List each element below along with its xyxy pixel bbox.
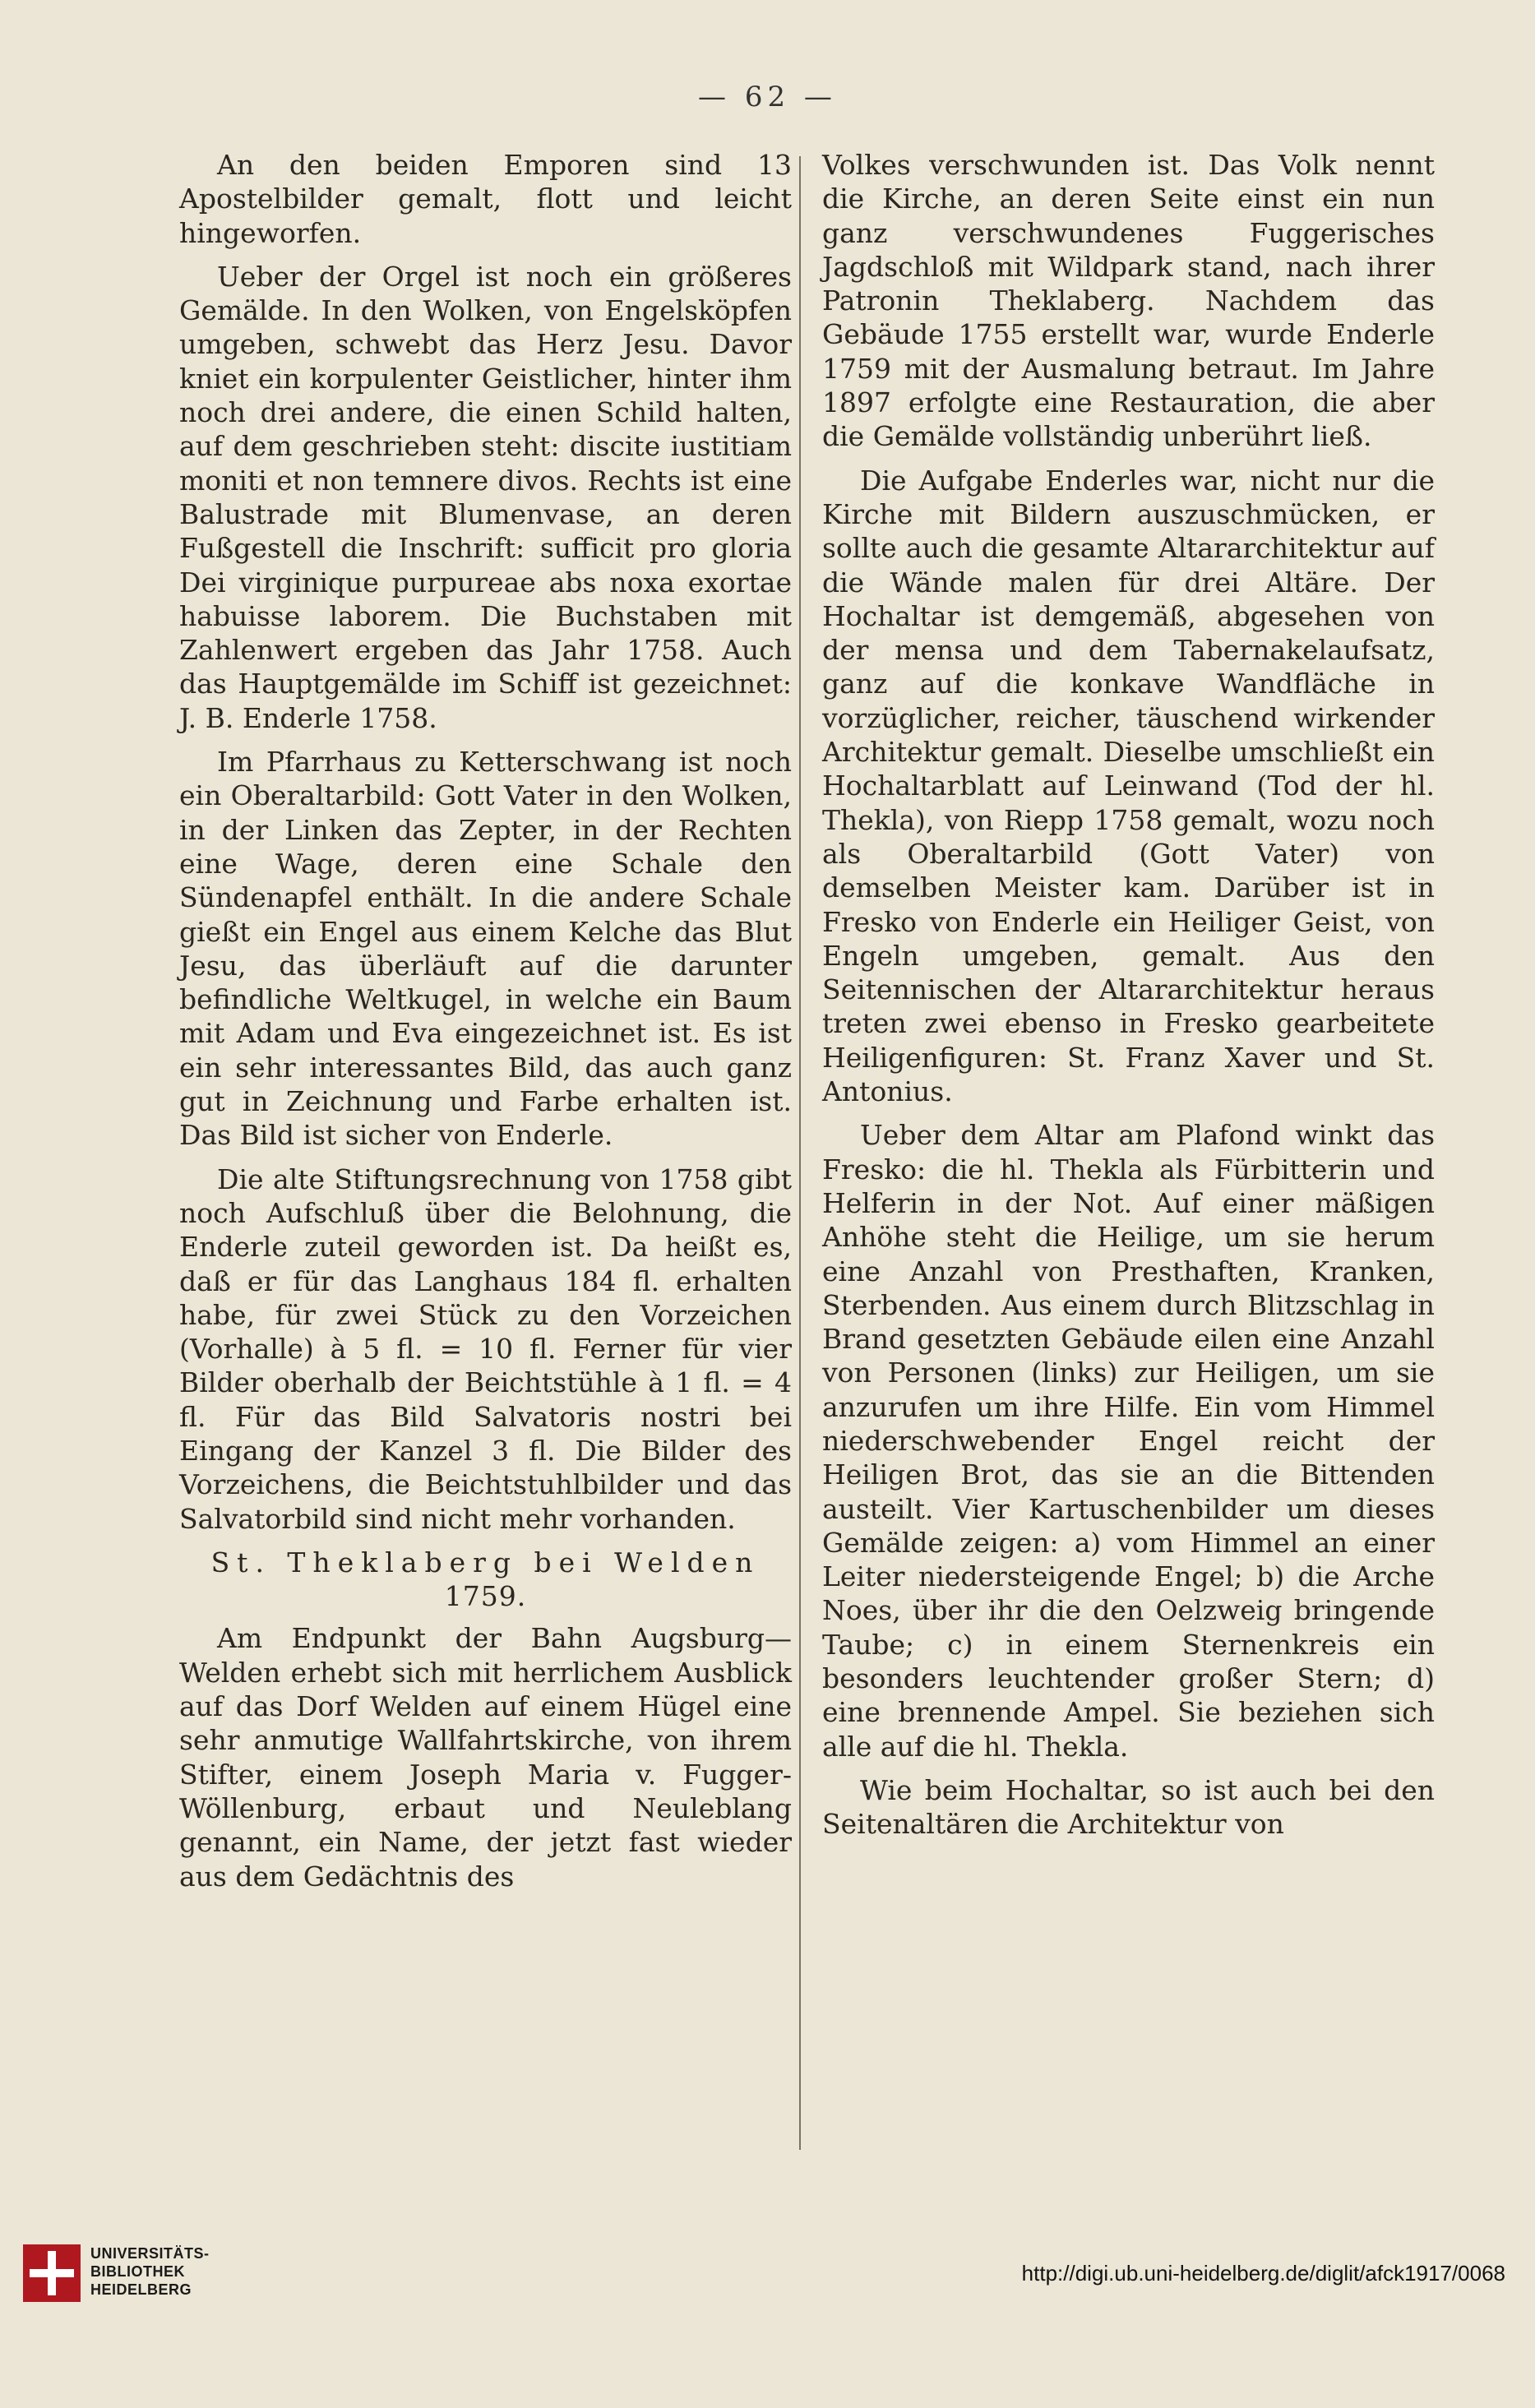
paragraph: Die alte Stiftungsrechnung von 1758 gibt noch Aufschluß über die Belohnung, die Enderle zuteil geworden ist. Da heißt es, daß er für das Langhaus 184 fl. erhalten habe, für zwei Stück zu den Vorzeichen (Vorhalle) à 5 fl. = 10 fl. Ferner für vier Bilder oberhalb der Beichtstühle à 1 fl. = 4 fl. Für das Bild Salvatoris nostri bei Eingang der Kanzel 3 fl. Die Bilder des Vorzeichens, die Beichtstuhlbilder und das Salvatorbild sind nicht mehr vorhanden. [179,1162,792,1535]
paragraph: Ueber dem Altar am Plafond winkt das Fresko: die hl. Thekla als Fürbitterin und Helferin in der Not. Auf einer mäßigen Anhöhe steht die Heilige, um sie herum eine Anzahl von Presthaften, Kranken, Sterbenden. Aus einem durch Blitzschlag in Brand gesetzten Gebäude eilen eine Anzahl von Personen (links) zur Heiligen, um sie anzurufen um ihre Hilfe. Ein vom Himmel niederschwebender Engel reicht der Heiligen Brot, das sie an die Bittenden austeilt. Vier Kartuschenbilder um dieses Gemälde zeigen: a) vom Himmel an einer Leiter niedersteigende Engel; b) die Arche Noes, über ihr die den Oelzweig bringende Taube; c) in einem Sternenkreis ein besonders leuchtender großer Stern; d) eine brennende Ampel. Sie beziehen sich alle auf die hl. Thekla. [822,1119,1435,1763]
library-name-line: UNIVERSITÄTS- [90,2245,210,2262]
paragraph: Ueber der Orgel ist noch ein größeres Gemälde. In den Wolken, von Engelsköpfen umgeben, schwebt das Herz Jesu. Davor kniet ein korpulenter Geistlicher, hinter ihm noch drei andere, die einen Schild halten, auf dem geschrieben steht: discite iustitiam moniti et non temnere divos. Rechts ist eine Balustrade mit Blumenvase, an deren Fußgestell die Inschrift: sufficit pro gloria Dei virginique purpureae abs noxa exortae habuisse laborem. Die Buchstaben mit Zahlenwert ergeben das Jahr 1758. Auch das Hauptgemälde im Schiff ist gezeichnet: J. B. Enderle 1758. [179,260,792,734]
page-number: — 62 — [698,81,837,113]
library-name [90,2244,210,2299]
left-column [179,148,792,1903]
paragraph: An den beiden Emporen sind 13 Apostelbilder gemalt, flott und leicht hingeworfen. [179,149,792,249]
paragraph: Im Pfarrhaus zu Ketterschwang ist noch ein Oberaltarbild: Gott Vater in den Wolken, in der Linken das Zepter, in der Rechten eine Wage, deren eine Schale den Sündenapfel enthält. In die andere Schale gießt ein Engel aus einem Kelche das Blut Jesu, das überläuft auf die darunter befindliche Weltkugel, in welche ein Baum mit Adam und Eva eingezeichnet ist. Es ist ein sehr interessantes Bild, das auch ganz gut in Zeichnung und Farbe erhalten ist. Das Bild ist sicher von Enderle. [179,746,792,1152]
section-heading [179,1546,792,1614]
column-divider [799,156,801,2150]
library-name-line: HEIDELBERG [90,2281,192,2298]
library-name-line: BIBLIOTHEK [90,2263,185,2280]
source-url-link[interactable]: http://digi.ub.uni-heidelberg.de/diglit/afck1917/0068 [1021,2261,1505,2286]
paragraph: Am Endpunkt der Bahn Augsburg—Welden erhebt sich mit herrlichem Ausblick auf das Dorf Welden auf einem Hügel eine sehr anmutige Wallfahrtskirche, von ihrem Stifter, einem Joseph Maria v. Fugger-Wöllenburg, erbaut und Neuleblang genannt, ein Name, der jetzt fast wieder aus dem Gedächtnis des [179,1622,792,1893]
paragraph: Die Aufgabe Enderles war, nicht nur die Kirche mit Bildern auszuschmücken, er sollte auch die gesamte Altararchitektur auf die Wände malen für drei Altäre. Der Hochaltar ist demgemäß, abgesehen von der mensa und dem Tabernakelaufsatz, ganz auf die konkave Wandfläche in vorzüglicher, reicher, täuschend wirkender Architektur gemalt. Dieselbe umschließt ein Hochaltarblatt auf Leinwand (Tod der hl. Thekla), von Riepp 1758 gemalt, wozu noch als Oberaltarbild (Gott Vater) von demselben Meister kam. Darüber ist in Fresko von Enderle ein Heiliger Geist, von Engeln umgeben, gemalt. Aus den Seitennischen der Altararchitektur heraus treten zwei ebenso in Fresko gearbeitete Heiligenfiguren: St. Franz Xaver und St. Antonius. [822,464,1435,1108]
paragraph: Volkes verschwunden ist. Das Volk nennt die Kirche, an deren Seite einst ein nun ganz verschwundenes Fuggerisches Jagdschloß mit Wildpark stand, nach ihrer Patronin Theklaberg. Nachdem das Gebäude 1755 erstellt war, wurde Enderle 1759 mit der Ausmalung betraut. Im Jahre 1897 erfolgte eine Restauration, die aber die Gemälde vollständig unberührt ließ. [822,149,1435,453]
university-library-logo-icon [23,2244,81,2302]
section-heading-title: St. Theklaberg bei Welden [210,1546,761,1578]
paragraph: Wie beim Hochaltar, so ist auch bei den Seitenaltären die Architektur von [822,1773,1435,1841]
right-column [822,148,1435,1851]
section-heading-year: 1759. [444,1580,527,1613]
